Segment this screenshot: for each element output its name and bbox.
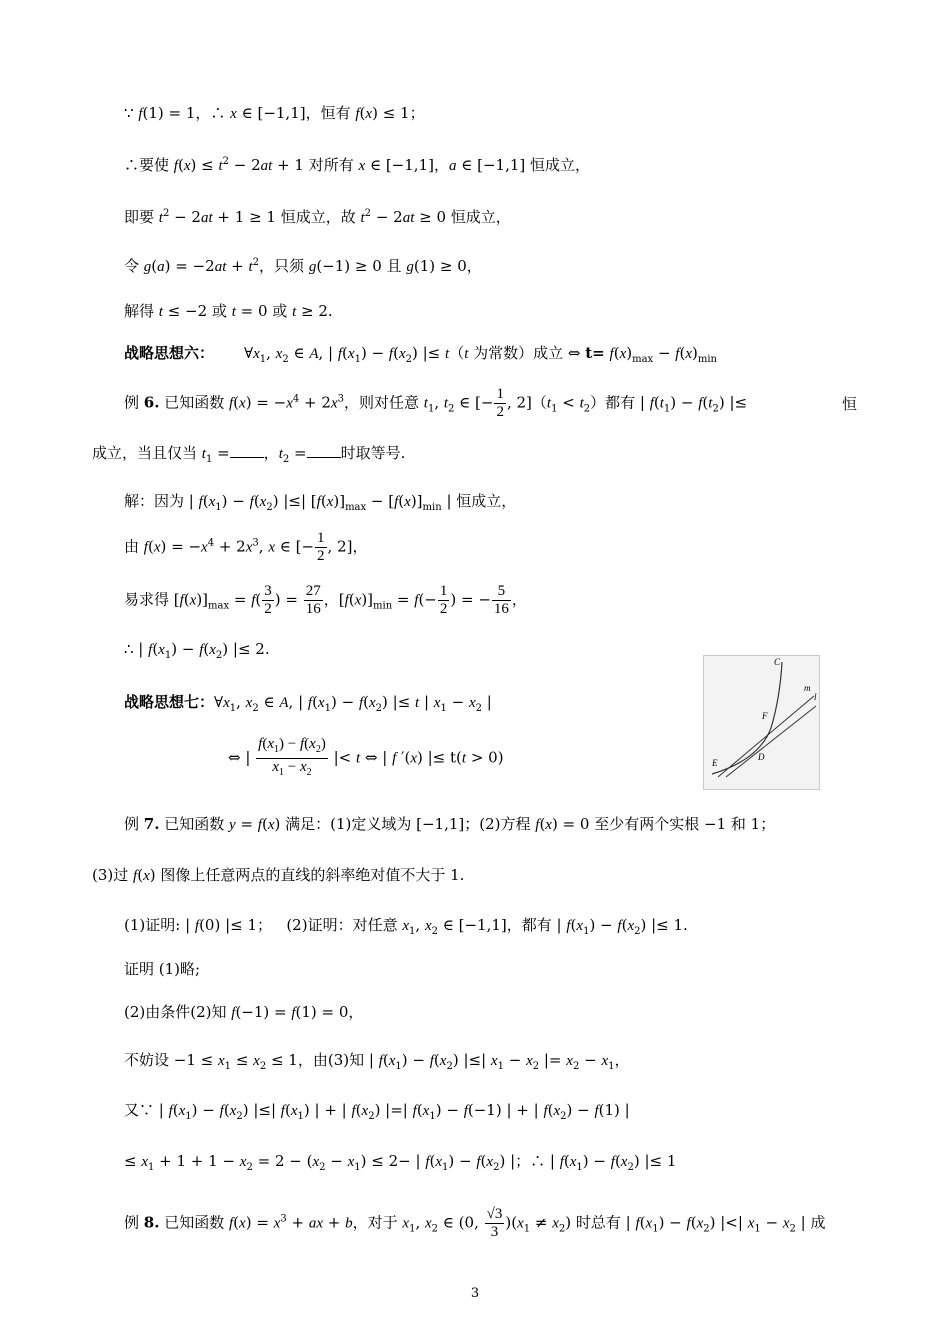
text-line-4: 令 $g(a) = -2at + t^2$，只须 g(−1) ≥ 0 且 g(1) ≥ 0， [124, 257, 482, 275]
strategy-seven-line-1: 战略思想七：$\forall x_1$, $x_2$ ∈ A, | $f(x_1) - f(x_2)$ |≤ t | $x_1 - x_2$ | [124, 693, 492, 714]
solution-6-line-3: 易求得 $[f(x)]_{max} = f$( $\frac{3}{2}$ ) = $\frac{27}{16}$ ，$[f(x)]_{min} = f(-$ $\frac{1}{2}$ ) = − $\frac{5}{16}$ ， [124, 583, 527, 617]
strategy-six-statement: $\forall x_1$, $x_2$ ∈ A, | $f(x_1) - f(x_2)$ |≤ t（t 为常数）成立 ⇔ $t= f(x)_{max} - f(x)_{min}$ [244, 344, 717, 365]
strategy-six-heading [124, 342, 214, 363]
example-6-line-1: 例 6. 已知函数 $f(x) = -x^4 + 2x^3$，则对任意 $t_1$, $t_2$ ∈ [− $\frac{1}{2}$ , $2](t_1 < t_2)$都有 | $f(t_1) - f(t_2)$ |≤ [124, 386, 748, 420]
curve-c [712, 662, 782, 774]
strategy-six-label: 战略思想六： [124, 344, 215, 362]
line-l [726, 706, 816, 777]
solution-6-line-2: 由 $f(x) = -x^4 + 2x^3$, x ∈ [− $\frac{1}{2}$ , 2]， [124, 530, 368, 564]
text-line-2: ∴要使 $f(x) \le t^2 - 2at + 1$ 对所有 x ∈ [−1,1]，a ∈ [−1,1] 恒成立， [124, 156, 591, 174]
example-7-line-1: 例 7. 已知函数 y = f(x) 满足：(1)定义域为 [−1,1]；(2)方程 f(x) = 0 至少有两个实根 −1 和 1； [124, 815, 776, 833]
proof-line-5: ≤ $x_1 + 1 + 1 - x_2 = 2 - (x_2 - x_1) \le 2-$ | $f(x_1) - f(x_2)$ |；∴ | $f(x_1) - f(x_2)$ |≤ 1 [124, 1152, 677, 1173]
solution-6-line-1: 解：因为 | $f(x_1) - f(x_2)$ |≤| $[f(x)]_{max} - [f(x)]_{min}$ | 恒成立， [124, 492, 517, 513]
text-line-1: ∵ f(1) = 1，∴ x ∈ [−1,1]，恒有 f(x) ≤ 1； [124, 104, 425, 122]
label-e: E [712, 758, 718, 768]
label-f: F [762, 711, 768, 721]
strategy-seven-line-2: ⇔ | $\frac{f(x_1) - f(x_2)}{x_1 - x_2}$ |< t ⇔ | f ′(x) |≤ t(t > 0) [228, 736, 504, 778]
secant-lines-figure [703, 655, 820, 790]
answer-blank-1[interactable] [230, 443, 264, 458]
label-d: D [758, 752, 765, 762]
text-line-3: 即要 $t^2 - 2at + 1 \ge 1$ 恒成立，故 $t^2 - 2at \ge 0$ 恒成立， [124, 208, 511, 226]
example-8-line-1: 例 8. 已知函数 $f(x) = x^3$ + ax + b，对于 $x_1$, $x_2$ ∈ (0, $\frac{√3}{3}$ )$(x_1 \ne x_2)$ 时总有 | $f(x_1) - f(x_2)$ |<| $x_1 - x_2$ | 成 [124, 1206, 826, 1240]
strategy-seven-label: 战略思想七： [124, 693, 215, 711]
curve-diagram [704, 656, 819, 789]
label-l: l [814, 692, 817, 702]
text-line-5: 解得 t ≤ −2 或 t = 0 或 t ≥ 2. [124, 302, 333, 320]
proof-line-4: 又∵ | $f(x_1) - f(x_2)$ |≤| $f(x_1)$ | + | $f(x_2)$ |=| $f(x_1) - f(-1)$ | + | $f(x_2) - f(1)$ | [124, 1101, 630, 1122]
label-m: m [804, 683, 811, 693]
example-7-line-3: (1)证明: | f(0) |≤ 1； (2)证明：对任意 $x_1$, $x_2$ ∈ [−1,1]，都有 | $f(x_1) - f(x_2)$ |≤ 1. [124, 916, 688, 937]
example-6-line-2: 成立，当且仅当 $t_1$ = ，$t_2$ = 时取等号. [92, 444, 406, 465]
example-7-line-2: (3)过 f(x) 图像上任意两点的直线的斜率绝对值不大于 1. [92, 866, 465, 884]
page-number: 3 [470, 1286, 480, 1301]
solution-6-line-4: ∴ | $f(x_1) - f(x_2)$ |≤ 2. [124, 640, 270, 661]
answer-blank-2[interactable] [307, 443, 341, 458]
line-m [718, 696, 814, 777]
proof-line-2: (2)由条件(2)知 f(−1) = f(1) = 0， [124, 1003, 364, 1021]
proof-line-1: 证明 (1)略; [124, 960, 201, 978]
label-c: C [774, 657, 781, 667]
example-6-line-1-end: 恒 [842, 395, 858, 413]
proof-line-3: 不妨设 $-1 \le x_1 \le x_2 \le 1$，由(3)知 | $f(x_1) - f(x_2)$ |≤| $x_1 - x_2$ |= $x_2 - x_1$， [124, 1051, 630, 1072]
